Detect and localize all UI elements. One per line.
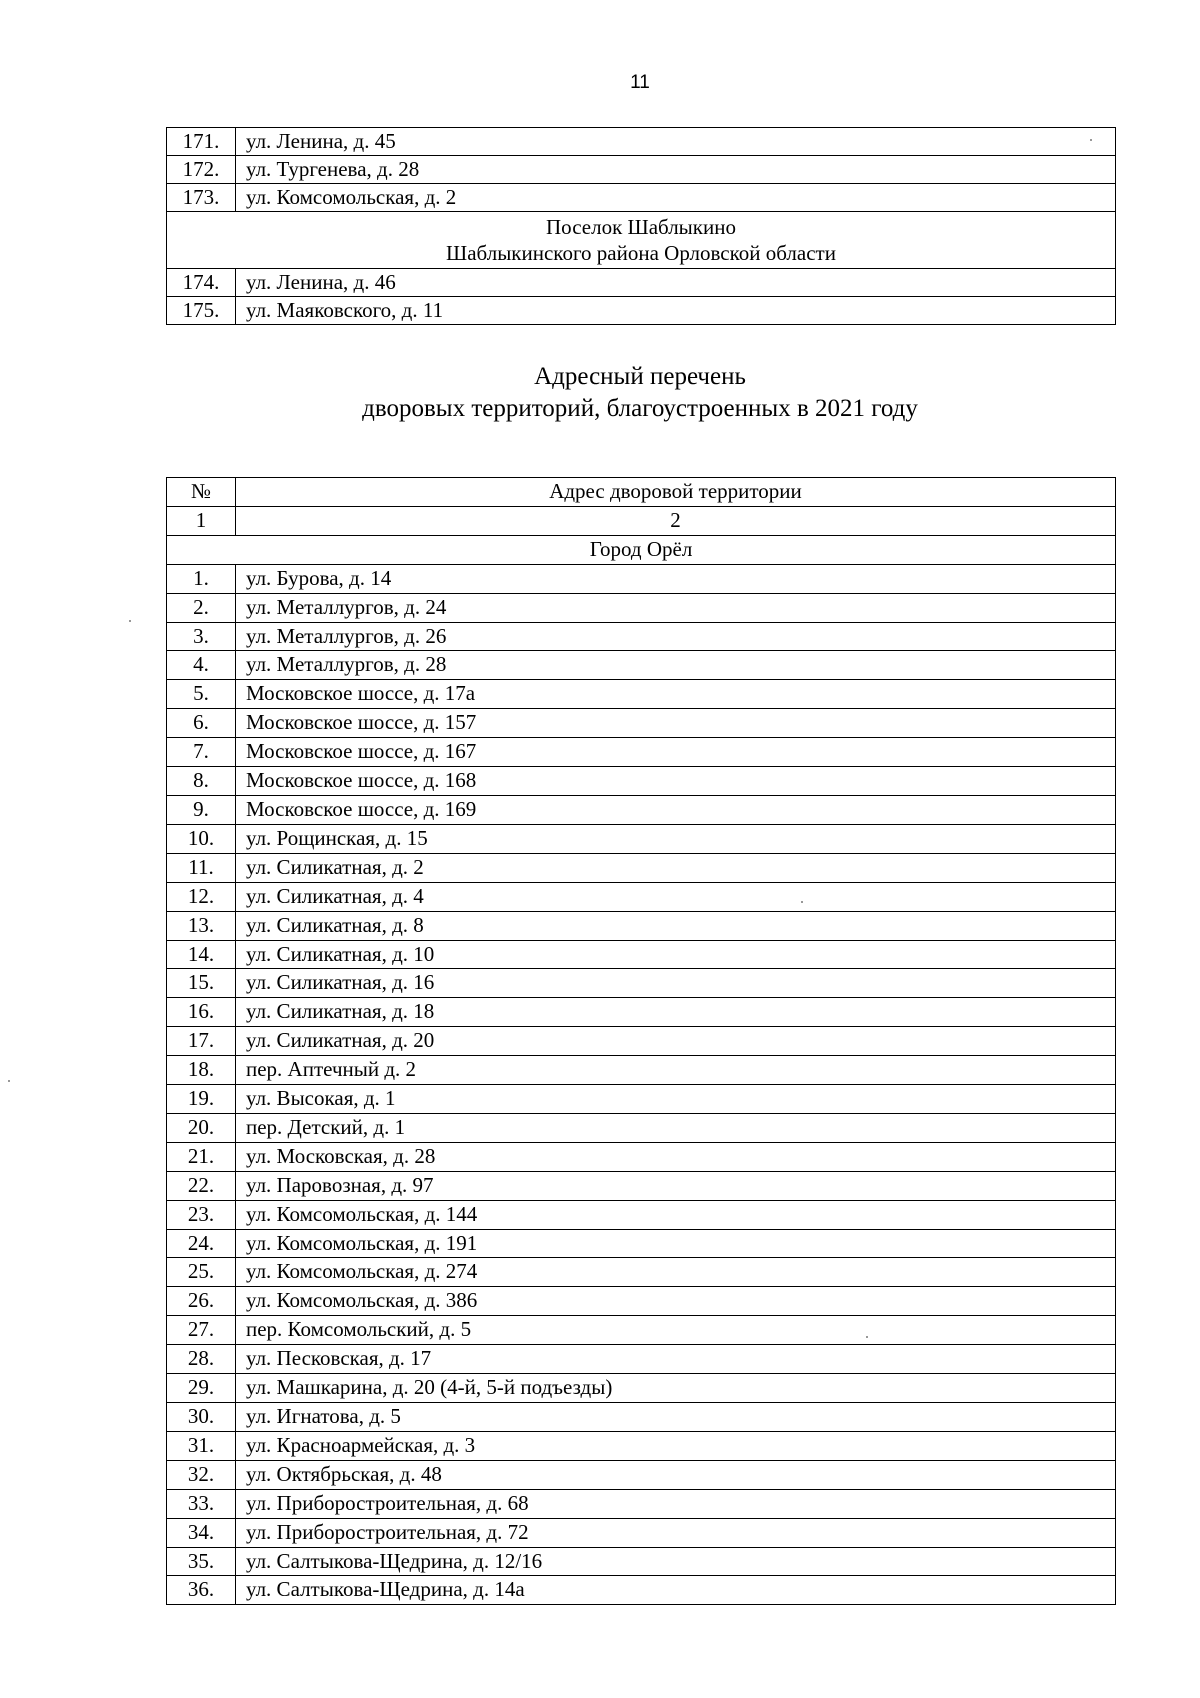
row-number: 3. — [167, 622, 236, 651]
table-row — [167, 1056, 1116, 1085]
table-row — [167, 1374, 1116, 1403]
section-cell — [167, 212, 1116, 269]
row-number: 172. — [167, 156, 236, 184]
row-address: ул. Песковская, д. 17 — [236, 1345, 1116, 1374]
row-address: ул. Машкарина, д. 20 (4-й, 5-й подъезды) — [236, 1374, 1116, 1403]
row-address: ул. Ленина, д. 45 — [236, 128, 1116, 156]
table-row — [167, 1403, 1116, 1432]
table-row — [167, 156, 1116, 184]
row-number: 171. — [167, 128, 236, 156]
section-row — [167, 535, 1116, 564]
table-row — [167, 911, 1116, 940]
table-row — [167, 1229, 1116, 1258]
row-number: 28. — [167, 1345, 236, 1374]
courtyard-address-table — [166, 477, 1116, 1605]
table-row — [167, 940, 1116, 969]
table-row — [167, 767, 1116, 796]
table-row — [167, 128, 1116, 156]
courtyard-address-body — [167, 478, 1116, 1605]
table-row — [167, 680, 1116, 709]
row-number: 175. — [167, 297, 236, 325]
row-number: 5. — [167, 680, 236, 709]
row-number: 30. — [167, 1403, 236, 1432]
section-line-2: Шаблыкинского района Орловской области — [446, 241, 836, 265]
row-number: 21. — [167, 1142, 236, 1171]
table-row — [167, 853, 1116, 882]
row-address: ул. Силикатная, д. 16 — [236, 969, 1116, 998]
row-number: 34. — [167, 1518, 236, 1547]
row-address: ул. Тургенева, д. 28 — [236, 156, 1116, 184]
row-number: 14. — [167, 940, 236, 969]
row-address: ул. Комсомольская, д. 274 — [236, 1258, 1116, 1287]
row-number: 35. — [167, 1547, 236, 1576]
previous-list-table — [166, 127, 1116, 325]
row-address: ул. Салтыкова-Щедрина, д. 14а — [236, 1576, 1116, 1605]
table-row — [167, 824, 1116, 853]
table-header-row — [167, 478, 1116, 507]
row-address: ул. Металлургов, д. 26 — [236, 622, 1116, 651]
scan-speck — [8, 1080, 10, 1082]
table-row — [167, 622, 1116, 651]
row-number: 33. — [167, 1489, 236, 1518]
row-address: Московское шоссе, д. 17а — [236, 680, 1116, 709]
row-address: Московское шоссе, д. 157 — [236, 709, 1116, 738]
row-address: ул. Игнатова, д. 5 — [236, 1403, 1116, 1432]
row-address: ул. Высокая, д. 1 — [236, 1085, 1116, 1114]
row-number: 15. — [167, 969, 236, 998]
row-address: ул. Металлургов, д. 24 — [236, 593, 1116, 622]
row-address: ул. Приборостроительная, д. 72 — [236, 1518, 1116, 1547]
table-row — [167, 998, 1116, 1027]
row-address: ул. Красноармейская, д. 3 — [236, 1431, 1116, 1460]
row-address: пер. Детский, д. 1 — [236, 1113, 1116, 1142]
row-address: ул. Силикатная, д. 2 — [236, 853, 1116, 882]
table-row — [167, 1287, 1116, 1316]
row-address: ул. Салтыкова-Щедрина, д. 12/16 — [236, 1547, 1116, 1576]
table-row — [167, 1547, 1116, 1576]
table-row — [167, 1489, 1116, 1518]
table-row — [167, 709, 1116, 738]
row-number: 36. — [167, 1576, 236, 1605]
table-row — [167, 882, 1116, 911]
row-address: ул. Силикатная, д. 20 — [236, 1027, 1116, 1056]
column-number-row — [167, 506, 1116, 535]
row-address: ул. Паровозная, д. 97 — [236, 1171, 1116, 1200]
row-number: 8. — [167, 767, 236, 796]
previous-list-body — [167, 128, 1116, 325]
table-row — [167, 593, 1116, 622]
row-number: 25. — [167, 1258, 236, 1287]
row-number: 11. — [167, 853, 236, 882]
row-number: 2. — [167, 593, 236, 622]
table-row — [167, 1316, 1116, 1345]
table-row — [167, 1171, 1116, 1200]
row-address: ул. Силикатная, д. 4 — [236, 882, 1116, 911]
section-city: Город Орёл — [167, 535, 1116, 564]
row-address: ул. Рощинская, д. 15 — [236, 824, 1116, 853]
row-number: 174. — [167, 269, 236, 297]
row-number: 22. — [167, 1171, 236, 1200]
row-address: ул. Комсомольская, д. 2 — [236, 184, 1116, 212]
row-number: 23. — [167, 1200, 236, 1229]
table-row — [167, 1142, 1116, 1171]
row-number: 7. — [167, 738, 236, 767]
row-number: 17. — [167, 1027, 236, 1056]
heading-line-1: Адресный перечень — [534, 363, 746, 390]
row-address: ул. Силикатная, д. 18 — [236, 998, 1116, 1027]
row-address: пер. Комсомольский, д. 5 — [236, 1316, 1116, 1345]
table-row — [167, 269, 1116, 297]
row-number: 31. — [167, 1431, 236, 1460]
row-address: ул. Силикатная, д. 8 — [236, 911, 1116, 940]
table-row — [167, 297, 1116, 325]
row-number: 20. — [167, 1113, 236, 1142]
scan-speck — [1090, 139, 1092, 141]
row-address: ул. Комсомольская, д. 144 — [236, 1200, 1116, 1229]
row-number: 12. — [167, 882, 236, 911]
table-row — [167, 1518, 1116, 1547]
table-row — [167, 651, 1116, 680]
page-number: 11 — [630, 72, 650, 93]
row-address: ул. Бурова, д. 14 — [236, 564, 1116, 593]
table-row — [167, 795, 1116, 824]
table-row — [167, 738, 1116, 767]
row-address: ул. Октябрьская, д. 48 — [236, 1460, 1116, 1489]
row-number: 24. — [167, 1229, 236, 1258]
table-row — [167, 564, 1116, 593]
section-line-1: Поселок Шаблыкино — [546, 215, 736, 239]
column-number-1: 1 — [167, 506, 236, 535]
table-row — [167, 1576, 1116, 1605]
table-row — [167, 1113, 1116, 1142]
column-number-2: 2 — [236, 506, 1116, 535]
row-number: 1. — [167, 564, 236, 593]
row-number: 4. — [167, 651, 236, 680]
table-row — [167, 1460, 1116, 1489]
row-address: пер. Аптечный д. 2 — [236, 1056, 1116, 1085]
row-number: 29. — [167, 1374, 236, 1403]
table-row — [167, 1085, 1116, 1114]
row-number: 26. — [167, 1287, 236, 1316]
row-number: 6. — [167, 709, 236, 738]
scan-speck — [129, 620, 131, 622]
row-number: 19. — [167, 1085, 236, 1114]
row-number: 13. — [167, 911, 236, 940]
row-number: 27. — [167, 1316, 236, 1345]
row-address: ул. Комсомольская, д. 191 — [236, 1229, 1116, 1258]
scan-speck — [866, 1336, 868, 1338]
heading-line-2: дворовых территорий, благоустроенных в 2021 году — [362, 395, 918, 422]
row-number: 16. — [167, 998, 236, 1027]
table-row — [167, 1258, 1116, 1287]
row-number: 9. — [167, 795, 236, 824]
row-address: ул. Ленина, д. 46 — [236, 269, 1116, 297]
row-address: Московское шоссе, д. 167 — [236, 738, 1116, 767]
row-address: ул. Силикатная, д. 10 — [236, 940, 1116, 969]
table-row — [167, 1027, 1116, 1056]
table-row — [167, 1200, 1116, 1229]
row-address: Московское шоссе, д. 168 — [236, 767, 1116, 796]
table-row — [167, 969, 1116, 998]
table-row — [167, 1345, 1116, 1374]
row-number: 10. — [167, 824, 236, 853]
row-address: ул. Металлургов, д. 28 — [236, 651, 1116, 680]
table-row — [167, 184, 1116, 212]
header-address: Адрес дворовой территории — [236, 478, 1116, 507]
scan-speck — [801, 901, 803, 903]
row-number: 32. — [167, 1460, 236, 1489]
row-address: Московское шоссе, д. 169 — [236, 795, 1116, 824]
row-number: 173. — [167, 184, 236, 212]
section-row — [167, 212, 1116, 269]
row-address: ул. Комсомольская, д. 386 — [236, 1287, 1116, 1316]
row-address: ул. Московская, д. 28 — [236, 1142, 1116, 1171]
row-number: 18. — [167, 1056, 236, 1085]
document-heading — [280, 361, 1000, 425]
table-row — [167, 1431, 1116, 1460]
row-address: ул. Приборостроительная, д. 68 — [236, 1489, 1116, 1518]
header-num: № — [167, 478, 236, 507]
row-address: ул. Маяковского, д. 11 — [236, 297, 1116, 325]
